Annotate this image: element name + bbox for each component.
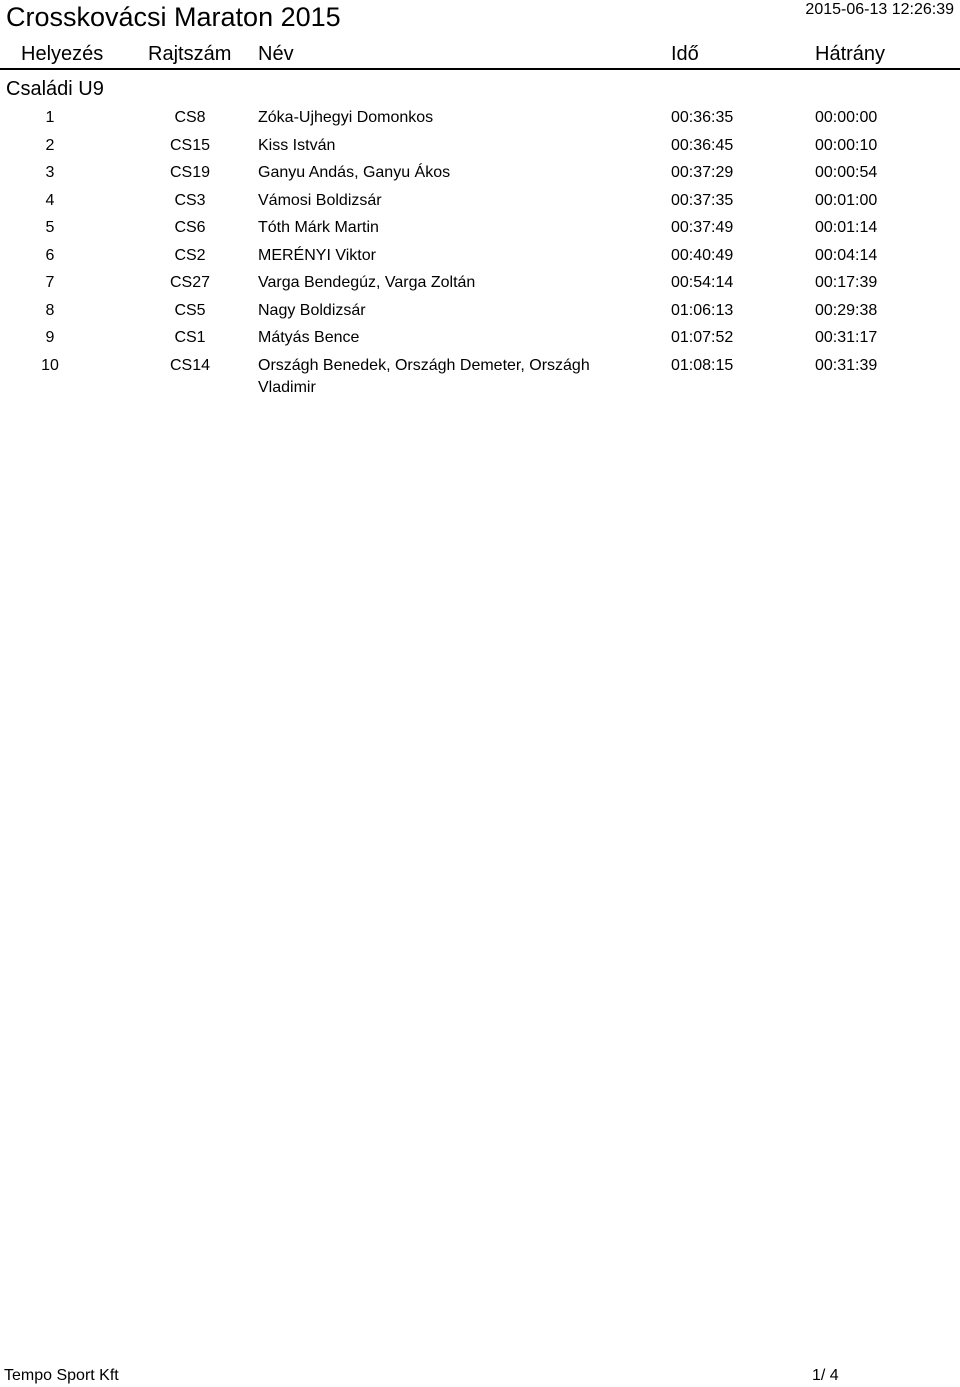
cell-time: 01:07:52 [671,329,734,346]
cell-bib: CS2 [174,246,206,264]
cell-bib: CS1 [174,329,206,346]
cell-bib: CS14 [169,356,211,374]
cell-time: 00:36:35 [671,109,734,126]
table-row [0,159,960,187]
cell-bib: CS6 [174,219,206,236]
results-table [0,104,960,399]
cell-time: 00:54:14 [671,274,734,291]
table-row [0,352,960,399]
cell-name: Zóka-Ujhegyi Domonkos [258,109,434,126]
cell-position: 2 [45,136,55,154]
print-timestamp: 2015-06-13 12:26:39 [805,1,954,18]
column-header-row [0,40,960,70]
cell-gap: 00:00:54 [815,164,878,181]
category-title: Családi U9 [6,78,104,100]
cell-gap: 00:31:17 [815,329,878,346]
cell-name: Vámosi Boldizsár [258,191,382,209]
document-title: Crosskovácsi Maraton 2015 [6,2,341,32]
cell-position: 8 [45,301,55,319]
cell-position: 3 [45,164,55,181]
cell-name: Mátyás Bence [258,329,360,346]
cell-bib: CS19 [169,164,211,181]
cell-time: 00:37:35 [671,191,734,209]
cell-position: 6 [45,246,55,264]
cell-gap: 00:00:10 [815,136,878,154]
cell-time: 00:37:49 [671,219,734,236]
cell-bib: CS5 [174,301,206,319]
table-row [0,132,960,160]
table-row [0,214,960,242]
header-position: Helyezés [21,43,104,65]
cell-gap: 00:00:00 [815,109,878,126]
table-row [0,269,960,297]
cell-gap: 00:01:14 [815,219,878,236]
table-row [0,297,960,325]
cell-bib: CS27 [169,274,211,291]
header-name: Név [258,43,294,65]
cell-bib: CS8 [174,109,206,126]
cell-position: 9 [45,329,55,346]
cell-time: 01:06:13 [671,301,734,319]
table-row [0,242,960,270]
cell-position: 5 [45,219,55,236]
cell-gap: 00:17:39 [815,274,878,291]
cell-gap: 00:29:38 [815,301,878,319]
cell-name: Varga Bendegúz, Varga Zoltán [258,274,476,291]
cell-time: 01:08:15 [671,356,734,374]
cell-position: 1 [45,109,55,126]
cell-gap: 00:04:14 [815,246,878,264]
table-row [0,104,960,132]
footer-page-number: 1/ 4 [812,1367,839,1384]
footer-company: Tempo Sport Kft [4,1367,119,1384]
header-gap: Hátrány [815,43,886,65]
cell-name: Országh Benedek, Országh Demeter, Országh Vladimir [258,356,590,396]
cell-name: Ganyu Andás, Ganyu Ákos [258,164,451,181]
cell-time: 00:40:49 [671,246,734,264]
cell-name: Nagy Boldizsár [258,301,366,319]
cell-time: 00:37:29 [671,164,734,181]
cell-position: 4 [45,191,55,209]
cell-name: Kiss István [258,136,336,154]
cell-name: MERÉNYI Viktor [258,246,376,264]
header-bib: Rajtszám [148,43,232,65]
cell-time: 00:36:45 [671,136,734,154]
cell-position: 10 [41,356,59,374]
cell-bib: CS3 [174,191,206,209]
cell-gap: 00:01:00 [815,191,878,209]
cell-gap: 00:31:39 [815,356,878,374]
header-time: Idő [671,43,699,65]
cell-bib: CS15 [169,136,211,154]
cell-name: Tóth Márk Martin [258,219,379,236]
table-row [0,324,960,352]
table-row [0,187,960,215]
cell-position: 7 [45,274,55,291]
